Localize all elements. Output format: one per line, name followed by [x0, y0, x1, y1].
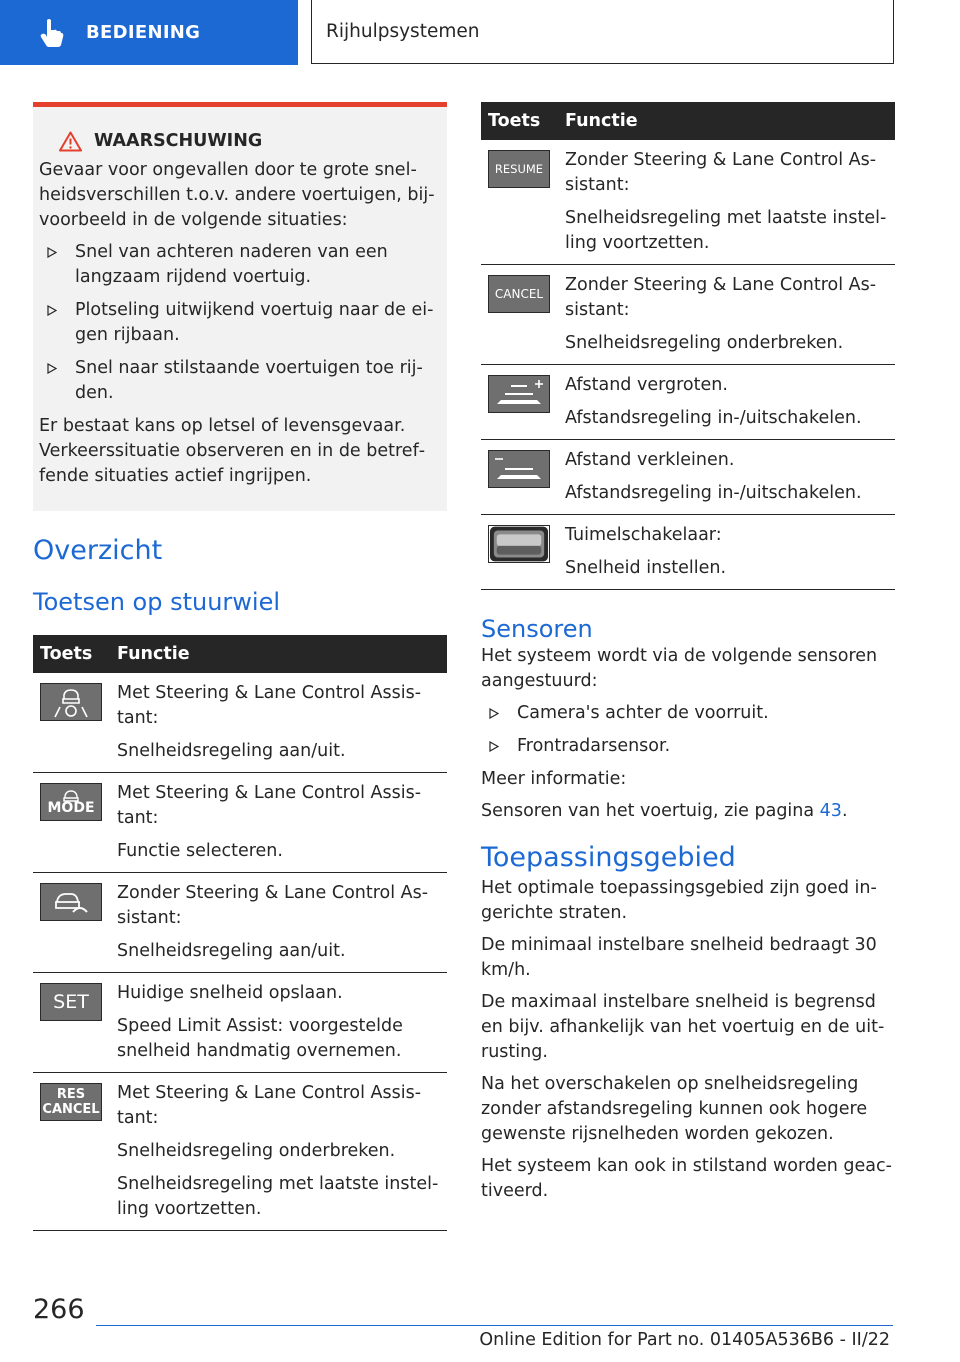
reference-end: . — [841, 801, 848, 821]
paragraph: Het optimale toepassingsgebied zijn goed ingerichte straten. — [481, 878, 877, 923]
function-cell — [117, 673, 447, 773]
table-row — [33, 673, 447, 773]
function-cell — [117, 1073, 447, 1231]
key-cell — [481, 440, 565, 515]
table-row — [481, 365, 895, 440]
function-text: Met Steering & Lane Control Assistant: — [117, 683, 422, 728]
res-cancel-button-icon — [40, 1083, 102, 1121]
table-header-row — [481, 102, 895, 140]
column-header-function: Functie — [565, 102, 895, 140]
icon-label: CANCEL — [42, 1102, 100, 1117]
key-cell — [481, 265, 565, 365]
right-column — [481, 102, 895, 1211]
key-cell — [33, 773, 117, 873]
table-row — [481, 265, 895, 365]
function-text: Zonder Steering & Lane Control Assistant: — [117, 883, 429, 928]
icon-label: MODE — [47, 799, 95, 816]
bullet-triangle-icon — [489, 708, 499, 719]
table-row — [33, 973, 447, 1073]
distance-increase-icon — [488, 375, 550, 413]
footer-divider — [96, 1325, 893, 1326]
set-button-icon — [40, 983, 102, 1021]
distance-decrease-icon — [488, 450, 550, 488]
edition-text: Online Edition for Part no. 01405A536B6 - II/22 — [479, 1330, 890, 1350]
icon-label: SET — [53, 990, 89, 1013]
function-text: Zonder Steering & Lane Control Assistant: — [565, 275, 877, 320]
bullet-triangle-icon — [47, 363, 57, 374]
page-link[interactable]: 43 — [819, 801, 842, 821]
key-cell — [481, 140, 565, 265]
function-text: Snelheidsregeling met laatste instelling voortzetten. — [117, 1174, 439, 1219]
list-item — [39, 298, 436, 348]
function-cell — [565, 515, 895, 590]
warning-outro: Er bestaat kans op letsel of levensgevaar. Verkeerssituatie observeren en in de betreffende situaties actief ingrijpen. — [39, 416, 426, 486]
warning-title: WAARSCHUWING — [94, 131, 263, 151]
table-row — [33, 873, 447, 973]
function-text: Afstand vergroten. — [565, 375, 728, 395]
key-cell — [33, 673, 117, 773]
key-cell — [481, 365, 565, 440]
function-text: Speed Limit Assist: voorgestelde snelheid handmatig overnemen. — [117, 1016, 403, 1061]
key-cell — [33, 873, 117, 973]
function-text: Snelheidsregeling onderbreken. — [117, 1141, 396, 1161]
table-row — [33, 1073, 447, 1231]
list-item-text: Camera's achter de voorruit. — [517, 703, 769, 723]
heading-overview: Overzicht — [33, 535, 163, 566]
function-text: Huidige snelheid opslaan. — [117, 983, 343, 1003]
function-text: Met Steering & Lane Control Assistant: — [117, 1083, 422, 1128]
function-cell — [565, 440, 895, 515]
table-row — [33, 773, 447, 873]
function-cell — [117, 873, 447, 973]
steering-wheel-buttons-table-continued — [481, 102, 895, 590]
steering-lane-control-icon — [40, 683, 102, 721]
function-text: Snelheidsregeling met laatste instelling voortzetten. — [565, 208, 887, 253]
column-header-key: Toets — [481, 102, 565, 140]
bullet-triangle-icon — [489, 741, 499, 752]
left-column — [33, 102, 447, 1231]
hand-pointer-icon — [38, 18, 64, 48]
icon-label: RES — [56, 1087, 86, 1102]
function-text: Afstand verkleinen. — [565, 450, 735, 470]
bullet-triangle-icon — [47, 305, 57, 316]
table-row — [481, 440, 895, 515]
heading-sensors: Sensoren — [481, 615, 593, 643]
list-item — [481, 701, 895, 726]
column-header-function: Functie — [117, 635, 447, 673]
list-item-text: Snel naar stilstaande voertuigen toe rijden. — [75, 358, 423, 403]
function-cell — [117, 773, 447, 873]
function-text: Snelheidsregeling aan/uit. — [117, 741, 346, 761]
steering-wheel-buttons-table — [33, 635, 447, 1231]
function-text: Snelheid instellen. — [565, 558, 727, 578]
paragraph: De minimaal instelbare snelheid bedraagt 30 km/h. — [481, 935, 877, 980]
icon-label: CANCEL — [494, 286, 544, 301]
list-item-text: Frontradarsensor. — [517, 736, 671, 756]
sensors-more-info: Meer informatie: — [481, 769, 627, 789]
reference-text: Sensoren van het voertuig, zie pagina — [481, 801, 820, 821]
function-text: Snelheidsregeling aan/uit. — [117, 941, 346, 961]
page-number: 266 — [33, 1294, 85, 1325]
table-row — [481, 140, 895, 265]
function-text: Snelheidsregeling onderbreken. — [565, 333, 844, 353]
function-text: Functie selecteren. — [117, 841, 283, 861]
sensors-intro: Het systeem wordt via de volgende sensoren aangestuurd: — [481, 646, 878, 691]
table-row — [481, 515, 895, 590]
key-cell — [481, 515, 565, 590]
chapter-title: Rijhulpsystemen — [311, 0, 894, 64]
key-cell — [33, 973, 117, 1073]
function-text: Met Steering & Lane Control Assistant: — [117, 783, 422, 828]
rocker-switch-icon — [488, 525, 550, 563]
list-item-text: Plotseling uitwijkend voertuig naar de eigen rijbaan. — [75, 300, 434, 345]
function-text: Tuimelschakelaar: — [565, 525, 722, 545]
function-text: Zonder Steering & Lane Control Assistant: — [565, 150, 877, 195]
function-cell — [565, 365, 895, 440]
cruise-control-icon — [40, 883, 102, 921]
paragraph: Na het overschakelen op snelheidsregeling zonder afstandsregeling kunnen ook hogere gewenste rijsnelheden worden gekozen. — [481, 1074, 868, 1144]
function-cell — [117, 973, 447, 1073]
warning-heading — [39, 129, 436, 154]
warning-intro: Gevaar voor ongevallen door te grote snelheidsverschillen t.o.v. andere voertuigen, bijvoorbeeld in de volgende situaties: — [39, 160, 435, 230]
bullet-triangle-icon — [47, 247, 57, 258]
list-item-text: Snel van achteren naderen van een langzaam rijdend voertuig. — [75, 242, 388, 287]
heading-application-area: Toepassingsgebied — [481, 842, 736, 873]
icon-label: RESUME — [494, 161, 544, 176]
list-item — [39, 356, 436, 406]
section-label: BEDIENING — [86, 22, 201, 43]
column-header-key: Toets — [33, 635, 117, 673]
resume-button-icon — [488, 150, 550, 188]
warning-triangle-icon — [59, 131, 82, 152]
paragraph: Het systeem kan ook in stilstand worden geactiveerd. — [481, 1156, 892, 1201]
list-item — [39, 240, 436, 290]
function-cell — [565, 140, 895, 265]
section-tab[interactable] — [0, 0, 298, 65]
function-text: Afstandsregeling in-/uitschakelen. — [565, 408, 862, 428]
cancel-button-icon — [488, 275, 550, 313]
sensors-reference — [481, 799, 895, 824]
table-header-row — [33, 635, 447, 673]
sensors-list — [481, 701, 895, 759]
heading-steering-wheel-buttons: Toetsen op stuurwiel — [33, 588, 281, 616]
mode-button-icon — [40, 783, 102, 821]
paragraph: De maximaal instelbare snelheid is begrensd en bijv. afhankelijk van het voertuig en de uitrusting. — [481, 992, 885, 1062]
function-cell — [565, 265, 895, 365]
warning-list — [39, 240, 436, 406]
function-text: Afstandsregeling in-/uitschakelen. — [565, 483, 862, 503]
list-item — [481, 734, 895, 759]
warning-box — [33, 102, 447, 511]
key-cell — [33, 1073, 117, 1231]
